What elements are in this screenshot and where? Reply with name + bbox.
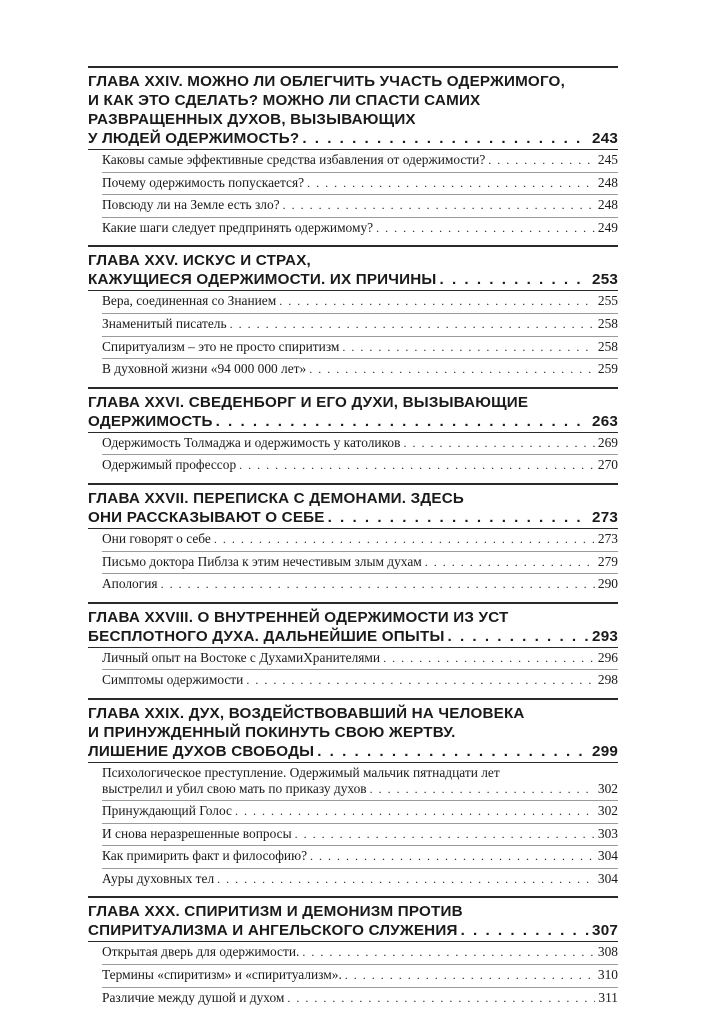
- dot-leader: [239, 458, 595, 474]
- entry-title: Какие шаги следует предпринять одержимому?: [102, 219, 374, 235]
- dot-leader: [246, 673, 595, 689]
- chapter-29: [88, 698, 618, 891]
- dot-leader: [302, 945, 595, 961]
- chapter-heading-line: ГЛАВА XXVII. ПЕРЕПИСКА С ДЕМОНАМИ. ЗДЕСЬ: [88, 489, 464, 507]
- toc-entry: [102, 291, 618, 314]
- dot-leader: [370, 782, 595, 798]
- chapter-26: [88, 387, 618, 477]
- entry-page-number: 311: [598, 989, 618, 1005]
- chapter-27: [88, 483, 618, 596]
- dot-leader: [403, 436, 594, 452]
- toc-entry: [102, 337, 618, 360]
- entry-list: [102, 529, 618, 596]
- chapter-heading-last-line: [88, 627, 618, 648]
- chapter-25: [88, 245, 618, 380]
- entry-page-number: 304: [597, 870, 618, 886]
- toc-entry: [102, 455, 618, 477]
- chapter-page-number: 273: [592, 508, 618, 526]
- dot-leader: [295, 827, 595, 843]
- chapter-page-number: 243: [592, 130, 618, 147]
- entry-page-number: 258: [597, 315, 618, 331]
- dot-leader: [230, 317, 595, 333]
- dot-leader: [302, 129, 589, 148]
- chapter-page-number: 299: [592, 742, 618, 760]
- entry-title: И снова неразрешенные вопросы: [102, 825, 292, 841]
- entry-list: [102, 648, 618, 692]
- toc-entry: [102, 763, 618, 801]
- chapter-heading-text: У ЛЮДЕЙ ОДЕРЖИМОСТЬ?: [88, 130, 300, 147]
- chapter-heading-text: БЕСПЛОТНОГО ДУХА. ДАЛЬНЕЙШИЕ ОПЫТЫ: [88, 627, 445, 645]
- entry-title: Открытая дверь для одержимости.: [102, 944, 300, 960]
- entry-second-line: [102, 781, 618, 798]
- toc-entry: [102, 552, 618, 575]
- entry-page-number: 248: [597, 197, 618, 213]
- toc-entry: [102, 574, 618, 596]
- chapter-heading-line: ГЛАВА XXV. ИСКУС И СТРАХ,: [88, 252, 311, 270]
- toc-entry: [102, 988, 618, 1010]
- chapter-heading-text: ЛИШЕНИЕ ДУХОВ СВОБОДЫ: [88, 742, 315, 760]
- dot-leader: [440, 270, 590, 289]
- chapter-heading-text: КАЖУЩИЕСЯ ОДЕРЖИМОСТИ. ИХ ПРИЧИНЫ: [88, 271, 437, 289]
- entry-page-number: 308: [597, 944, 618, 960]
- entry-page-number: 259: [597, 361, 618, 377]
- chapter-page-number: 253: [592, 271, 618, 289]
- chapter-heading-line: ГЛАВА XXVI. СВЕДЕНБОРГ И ЕГО ДУХИ, ВЫЗЫВАЮЩИЕ: [88, 393, 529, 411]
- entry-title: Как примирить факт и философию?: [102, 848, 308, 864]
- entry-page-number: 290: [597, 576, 618, 592]
- toc-entry: [102, 359, 618, 381]
- entry-first-line: [102, 765, 618, 781]
- dot-leader: [161, 577, 595, 593]
- entry-page-number: 269: [597, 434, 618, 450]
- dot-leader: [307, 176, 595, 192]
- entry-title: Письмо доктора Пиблза к этим нечестивым злым духам: [102, 553, 422, 569]
- chapter-heading-last-line: [88, 508, 618, 529]
- entry-title: Одержимость Толмаджа и одержимость у католиков: [102, 434, 401, 450]
- chapter-heading-last-line: [88, 412, 618, 433]
- dot-leader: [328, 508, 589, 527]
- entry-title-continued: выстрелил и убил свою мать по приказу духов: [102, 780, 367, 796]
- chapter-page-number: 307: [592, 922, 618, 940]
- toc-entry: [102, 648, 618, 671]
- toc-entry: [102, 314, 618, 337]
- dot-leader: [214, 532, 595, 548]
- chapter-heading-line: ГЛАВА XXIX. ДУХ, ВОЗДЕЙСТВОВАВШИЙ НА ЧЕЛОВЕКА: [88, 704, 525, 722]
- entry-title: Различие между душой и духом: [102, 989, 285, 1005]
- dot-leader: [283, 198, 595, 214]
- entry-list: [102, 150, 618, 239]
- table-of-contents: [88, 66, 618, 1015]
- entry-page-number: 255: [597, 293, 618, 309]
- chapter-heading-text: ОНИ РАССКАЗЫВАЮТ О СЕБЕ: [88, 508, 325, 526]
- entry-page-number: 302: [597, 780, 618, 796]
- dot-leader: [376, 221, 595, 237]
- chapter-28: [88, 602, 618, 692]
- dot-leader: [309, 362, 595, 378]
- entry-page-number: 279: [597, 553, 618, 569]
- entry-page-number: 310: [597, 967, 618, 983]
- entry-title: Они говорят о себе: [102, 530, 211, 546]
- toc-entry: [102, 195, 618, 218]
- dot-leader: [488, 153, 595, 169]
- dot-leader: [317, 742, 589, 761]
- entry-list: [102, 763, 618, 891]
- dot-leader: [461, 921, 589, 940]
- entry-title: Вера, соединенная со Знанием: [102, 293, 277, 309]
- dot-leader: [342, 340, 595, 356]
- entry-page-number: 298: [597, 672, 618, 688]
- toc-entry: [102, 846, 618, 869]
- dot-leader: [216, 412, 589, 431]
- chapter-heading-last-line: [88, 129, 618, 150]
- entry-list: [102, 291, 618, 380]
- entry-title: Симптомы одержимости: [102, 672, 244, 688]
- toc-entry: [102, 869, 618, 891]
- entry-list: [102, 433, 618, 477]
- dot-leader: [279, 294, 595, 310]
- entry-page-number: 303: [597, 825, 618, 841]
- entry-list: [102, 942, 618, 1009]
- toc-entry: [102, 801, 618, 824]
- chapter-heading-line: ГЛАВА XXIV. МОЖНО ЛИ ОБЛЕГЧИТЬ УЧАСТЬ ОДЕРЖИМОГО,: [88, 73, 565, 90]
- chapter-heading-text: ОДЕРЖИМОСТЬ: [88, 412, 213, 430]
- entry-page-number: 258: [597, 338, 618, 354]
- toc-entry: [102, 218, 618, 240]
- dot-leader: [448, 627, 590, 646]
- entry-page-number: 245: [597, 152, 618, 167]
- entry-title: Личный опыт на Востоке с ДухамиХранителями: [102, 649, 381, 665]
- chapter-24: [88, 66, 618, 239]
- entry-title: Знаменитый писатель: [102, 315, 227, 331]
- chapter-heading-line: И ПРИНУЖДЕННЫЙ ПОКИНУТЬ СВОЮ ЖЕРТВУ.: [88, 723, 456, 741]
- toc-entry: [102, 433, 618, 456]
- toc-entry: [102, 670, 618, 692]
- chapter-heading-text: СПИРИТУАЛИЗМА И АНГЕЛЬСКОГО СЛУЖЕНИЯ: [88, 922, 458, 940]
- chapter-heading-line: РАЗВРАЩЕННЫХ ДУХОВ, ВЫЗЫВАЮЩИХ: [88, 111, 416, 128]
- entry-title: Принуждающий Голос: [102, 803, 232, 819]
- entry-title: Ауры духовных тел: [102, 870, 215, 886]
- entry-page-number: 249: [597, 219, 618, 235]
- entry-page-number: 270: [597, 457, 618, 473]
- dot-leader: [287, 991, 595, 1007]
- entry-title: Психологическое преступление. Одержимый мальчик пятнадцати лет: [102, 764, 500, 780]
- chapter-page-number: 293: [592, 627, 618, 645]
- entry-page-number: 304: [597, 848, 618, 864]
- chapter-heading-line: И КАК ЭТО СДЕЛАТЬ? МОЖНО ЛИ СПАСТИ САМИХ: [88, 92, 481, 109]
- toc-entry: [102, 965, 618, 988]
- entry-title: Апология: [102, 576, 158, 592]
- toc-entry: [102, 150, 618, 173]
- entry-page-number: 302: [597, 803, 618, 819]
- dot-leader: [310, 849, 595, 865]
- entry-page-number: 273: [597, 530, 618, 546]
- toc-entry: [102, 942, 618, 965]
- chapter-heading-last-line: [88, 921, 618, 942]
- entry-title: Термины «спиритизм» и «спиритуализм».: [102, 967, 342, 983]
- toc-entry: [102, 173, 618, 196]
- dot-leader: [217, 872, 595, 888]
- entry-title: Спиритуализм – это не просто спиритизм: [102, 338, 340, 354]
- entry-title: Почему одержимость попускается?: [102, 174, 305, 190]
- toc-entry: [102, 529, 618, 552]
- dot-leader: [345, 968, 595, 984]
- chapter-heading-line: ГЛАВА XXX. СПИРИТИЗМ И ДЕМОНИЗМ ПРОТИВ: [88, 903, 463, 921]
- entry-title: Повсюду ли на Земле есть зло?: [102, 197, 280, 213]
- entry-page-number: 248: [597, 174, 618, 190]
- entry-title: Одержимый профессор: [102, 457, 237, 473]
- entry-title: В духовной жизни «94 000 000 лет»: [102, 361, 307, 377]
- chapter-page-number: 263: [592, 412, 618, 430]
- dot-leader: [425, 555, 595, 571]
- dot-leader: [383, 651, 595, 667]
- entry-title: Каковы самые эффективные средства избавления от одержимости?: [102, 152, 486, 167]
- chapter-heading-last-line: [88, 742, 618, 763]
- chapter-heading-last-line: [88, 270, 618, 291]
- toc-entry: [102, 824, 618, 847]
- chapter-heading-line: ГЛАВА XXVIII. О ВНУТРЕННЕЙ ОДЕРЖИМОСТИ ИЗ УСТ: [88, 608, 509, 626]
- chapter-30: [88, 896, 618, 1009]
- entry-page-number: 296: [597, 649, 618, 665]
- dot-leader: [235, 804, 595, 820]
